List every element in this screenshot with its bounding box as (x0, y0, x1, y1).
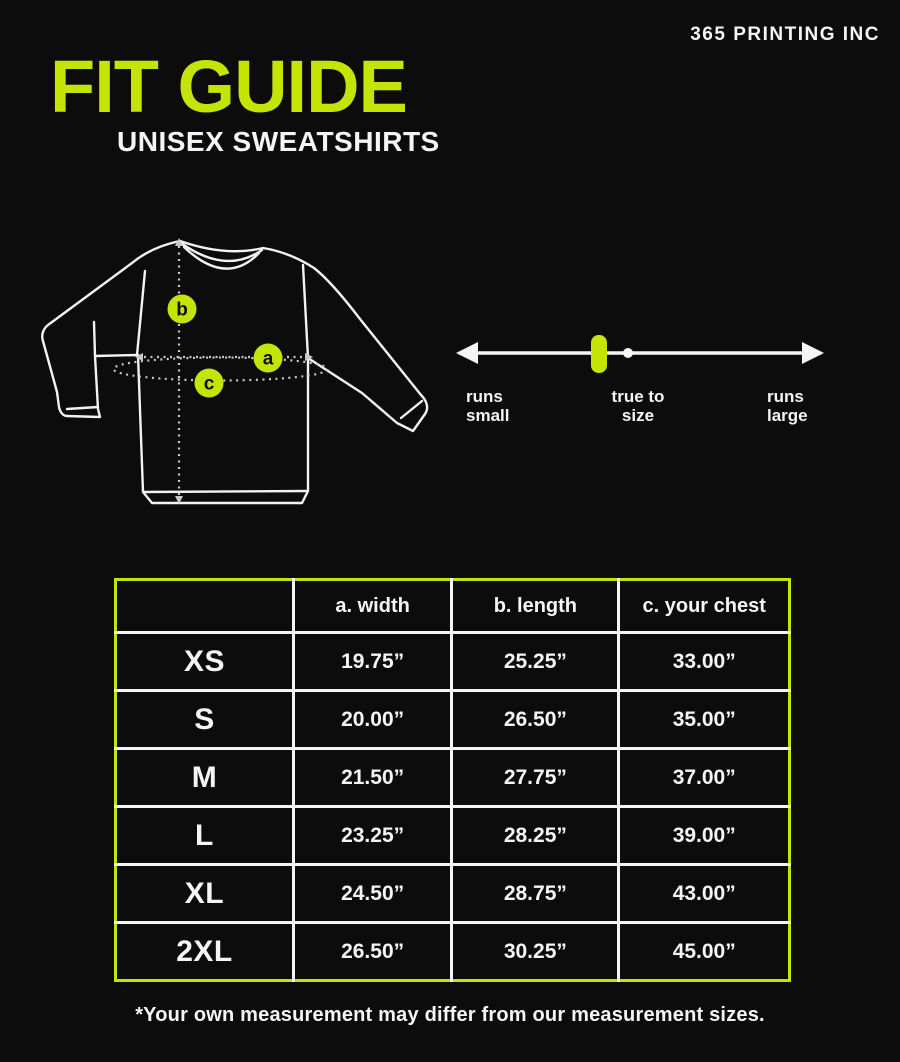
page-title: FIT GUIDE (50, 45, 407, 128)
marker-b-letter: b (176, 299, 188, 321)
right-cuff-band-line (401, 401, 422, 418)
length-value: 28.25” (452, 807, 619, 865)
table-row (116, 865, 790, 923)
size-table (114, 578, 791, 982)
table-header-row (116, 580, 790, 633)
scale-label-runs-large (767, 388, 808, 425)
length-value: 28.75” (452, 865, 619, 923)
left-sleeve-seam (94, 322, 95, 356)
scale-arrow-right (802, 342, 824, 364)
header-width: a. width (293, 580, 451, 633)
chest-value: 43.00” (619, 865, 790, 923)
left-body-seam (137, 271, 145, 355)
right-body-seam (303, 265, 308, 358)
scale-dot (623, 348, 633, 358)
width-value: 24.50” (293, 865, 451, 923)
scale-label-line: large (767, 405, 808, 425)
scale-label-line: small (466, 405, 510, 425)
scale-label-runs-small (466, 388, 509, 425)
length-value: 27.75” (452, 749, 619, 807)
table-row (116, 923, 790, 981)
width-value: 19.75” (293, 633, 451, 691)
chest-value: 35.00” (619, 691, 790, 749)
scale-label-line: size (621, 405, 655, 425)
length-value: 25.25” (452, 633, 619, 691)
sweatshirt-outline (42, 241, 427, 503)
chest-value: 33.00” (619, 633, 790, 691)
marker-c-letter: c (203, 373, 215, 395)
marker-a-letter: a (262, 348, 274, 370)
size-label: M (116, 749, 294, 807)
chest-value: 45.00” (619, 923, 790, 981)
scale-label-line: runs (767, 387, 804, 406)
brand-text: 365 PRINTING INC (690, 24, 880, 45)
size-label: L (116, 807, 294, 865)
table-row (116, 749, 790, 807)
length-value: 26.50” (452, 691, 619, 749)
chest-value: 39.00” (619, 807, 790, 865)
size-label: S (116, 691, 294, 749)
width-value: 23.25” (293, 807, 451, 865)
scale-label-line: true to (611, 387, 665, 406)
sweatshirt-diagram (30, 225, 440, 520)
scale-arrow-left (456, 342, 478, 364)
scale-label-true-to-size (588, 388, 688, 425)
chest-value: 37.00” (619, 749, 790, 807)
header-length: b. length (452, 580, 619, 633)
table-row (116, 807, 790, 865)
left-cuff-band-line (67, 407, 98, 409)
size-label: XS (116, 633, 294, 691)
header-chest: c. your chest (619, 580, 790, 633)
size-label: XL (116, 865, 294, 923)
scale-label-line: runs (466, 387, 503, 406)
size-label: 2XL (116, 923, 294, 981)
length-value: 30.25” (452, 923, 619, 981)
table-row (116, 691, 790, 749)
width-value: 26.50” (293, 923, 451, 981)
page-subtitle: UNISEX SWEATSHIRTS (117, 126, 440, 157)
width-value: 20.00” (293, 691, 451, 749)
footnote: *Your own measurement may differ from our measurement sizes. (135, 1004, 765, 1026)
header-empty (116, 580, 294, 633)
fit-scale (450, 330, 830, 380)
hem-band-line (143, 491, 307, 492)
width-value: 21.50” (293, 749, 451, 807)
table-row (116, 633, 790, 691)
scale-marker (591, 335, 607, 373)
